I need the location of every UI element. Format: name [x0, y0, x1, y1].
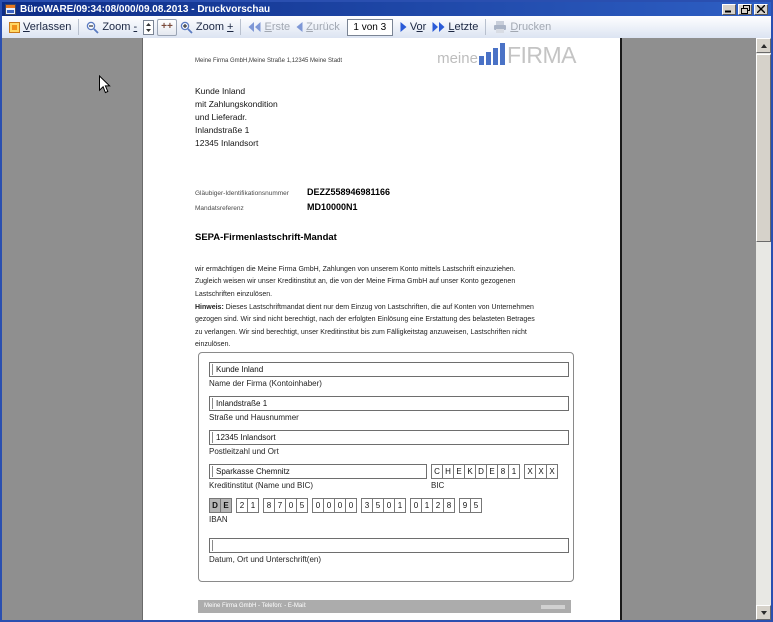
iban-cell: 5: [297, 498, 308, 513]
iban-cell: 0: [346, 498, 357, 513]
iban-cell: 7: [275, 498, 286, 513]
bank-label: Kreditinstitut (Name und BIC): [209, 481, 314, 490]
scroll-down-button[interactable]: [756, 605, 771, 620]
iban-cell: 8: [444, 498, 455, 513]
logo-word-firma: FIRMA: [506, 42, 576, 68]
iban-cell: 8: [263, 498, 275, 513]
title-bar: [2, 2, 771, 16]
mandate-form-box: [198, 352, 574, 582]
hinweis-label: Hinweis:: [195, 304, 224, 311]
next-page-icon: [400, 22, 407, 32]
paragraph-line: zu verlangen. Wir sind berechtigt, unser Kreditinstitut bis zum Fälligkeitstag anzuweisen, Lastschriften nicht: [195, 328, 527, 336]
iban-cell: 3: [361, 498, 373, 513]
iban-cell: 0: [335, 498, 346, 513]
iban-cell: 2: [236, 498, 248, 513]
cell-group: [236, 498, 259, 513]
cell-group: [459, 498, 482, 513]
bic-cell: X: [547, 464, 558, 479]
prev-page-label: Zurück: [306, 21, 340, 33]
scroll-up-button[interactable]: [756, 38, 771, 53]
cell-group: [312, 498, 357, 513]
restore-button[interactable]: [738, 4, 752, 15]
bic-label: BIC: [431, 481, 445, 490]
first-page-button[interactable]: [248, 21, 290, 33]
spinner-icon: [143, 20, 154, 35]
toolbar-separator: [78, 19, 79, 35]
print-label: Drucken: [510, 21, 552, 33]
sender-line: Meine Firma GmbH,Meine Straße 1,12345 Meine Stadt: [195, 58, 343, 64]
account-holder-label: Name der Firma (Kontoinhaber): [209, 379, 322, 388]
last-page-button[interactable]: [432, 21, 478, 33]
account-holder-field: Kunde Inland: [209, 362, 569, 377]
cell-group: [209, 498, 232, 513]
next-page-button[interactable]: [400, 21, 427, 33]
street-label: Straße und Hausnummer: [209, 413, 299, 422]
vertical-scrollbar[interactable]: [756, 38, 771, 620]
bic-cell: D: [476, 464, 487, 479]
paragraph-line: [195, 302, 555, 314]
footer-text: Meine Firma GmbH - Telefon: - E-Mail:: [204, 603, 307, 609]
paragraph-line: gezogen sind. Wir sind nicht berechtigt, nach der erfolgten Einlösung eine Erstattung des belasteten Betrages: [195, 316, 535, 324]
preview-toolbar: [2, 16, 771, 39]
zoom-in-button[interactable]: [180, 21, 234, 34]
cell-group: [431, 464, 520, 479]
iban-cell: 2: [433, 498, 444, 513]
recipient-line: und Lieferadr.: [195, 112, 247, 122]
mandate-heading: SEPA-Firmenlastschrift-Mandat: [195, 232, 337, 243]
iban-cell: 1: [395, 498, 406, 513]
paragraph-line: einzulösen.: [195, 340, 231, 348]
iban-cell: 0: [410, 498, 422, 513]
street-field: Inlandstraße 1: [209, 396, 569, 411]
mandate-intro-paragraph: [195, 264, 555, 301]
bic-cells: [431, 464, 558, 479]
preview-area: [2, 38, 771, 620]
toolbar-separator: [240, 19, 241, 35]
bic-cell: H: [443, 464, 454, 479]
bic-cell: 1: [509, 464, 520, 479]
scroll-down-icon: [761, 611, 767, 615]
print-button[interactable]: [493, 21, 551, 33]
iban-cell: 0: [286, 498, 297, 513]
zoom-out-label: Zoom -: [102, 21, 138, 33]
footer-fineprint: [541, 605, 565, 609]
bic-cell: 8: [498, 464, 509, 479]
city-label: Postleitzahl und Ort: [209, 447, 279, 456]
minimize-icon: [725, 5, 733, 13]
prev-page-button[interactable]: [296, 21, 340, 33]
exit-icon: [9, 22, 20, 33]
document-page: [142, 38, 622, 620]
mandate-hinweis-paragraph: [195, 302, 555, 351]
creditor-id-value: DEZZ558946981166: [307, 187, 391, 197]
iban-cell: 0: [384, 498, 395, 513]
mandate-ref-value: MD10000N1: [307, 202, 358, 212]
cell-group: [361, 498, 406, 513]
verlassen-button[interactable]: [9, 21, 71, 33]
close-button[interactable]: [754, 4, 768, 15]
zoom-in-icon: [180, 21, 193, 34]
close-icon: [757, 5, 765, 13]
iban-cell: 1: [248, 498, 259, 513]
page-indicator-input[interactable]: 1 von 3: [347, 19, 393, 36]
logo-bars-icon: [479, 43, 505, 65]
cell-group: [263, 498, 308, 513]
zoom-step-spinner[interactable]: [143, 20, 154, 35]
zoom-plus-plus-button[interactable]: ++: [157, 19, 177, 36]
recipient-line: 12345 Inlandsort: [195, 138, 259, 148]
bic-cell: E: [487, 464, 498, 479]
zoom-out-icon: [86, 21, 99, 34]
iban-cell: 9: [459, 498, 471, 513]
mandate-ref-label: Mandatsreferenz: [195, 205, 244, 212]
last-page-label: Letzte: [448, 21, 479, 33]
toolbar-separator: [485, 19, 486, 35]
iban-cell: D: [209, 498, 221, 513]
iban-cells: [209, 498, 482, 513]
iban-cell: 5: [471, 498, 482, 513]
iban-cell: 0: [324, 498, 335, 513]
creditor-id-label: Gläubiger-Identifikationsnummer: [195, 190, 289, 197]
verlassen-label: Verlassen: [23, 21, 72, 33]
bic-cell: X: [524, 464, 536, 479]
city-field: 12345 Inlandsort: [209, 430, 569, 445]
app-icon: [5, 4, 16, 15]
next-page-label: Vor: [409, 21, 427, 33]
recipient-line: mit Zahlungskondition: [195, 99, 278, 109]
mouse-cursor: [98, 75, 111, 100]
print-icon: [493, 21, 507, 33]
page-footer-bar: [198, 600, 571, 613]
zoom-out-button[interactable]: [86, 21, 137, 34]
signature-field: [209, 538, 569, 553]
paragraph-line-text: Dieses Lastschriftmandat dient nur dem Einzug von Lastschriften, die auf Konten von Unternehmen: [223, 304, 534, 311]
bic-cell: K: [465, 464, 476, 479]
iban-cell: E: [221, 498, 232, 513]
paragraph-line: wir ermächtigen die Meine Firma GmbH, Zahlungen von unserem Konto mittels Lastschrift einzuziehen.: [195, 266, 516, 273]
prev-page-icon: [296, 22, 303, 32]
scrollbar-thumb[interactable]: [756, 54, 771, 242]
company-logo: [437, 41, 576, 68]
minimize-button[interactable]: [722, 4, 736, 15]
bic-cell: C: [431, 464, 443, 479]
paragraph-line: Zugleich weisen wir unser Kreditinstitut an, die von der Meine Firma GmbH auf unser Konto gezogenen: [195, 278, 516, 286]
first-page-icon: [248, 22, 261, 32]
first-page-label: Erste: [264, 21, 291, 33]
restore-icon: [741, 5, 750, 14]
iban-cell: 5: [373, 498, 384, 513]
bic-cell: E: [454, 464, 465, 479]
paragraph-line: Lastschriften einzulösen.: [195, 290, 273, 298]
bic-cell: X: [536, 464, 547, 479]
bank-field: Sparkasse Chemnitz: [209, 464, 427, 479]
window-title: BüroWARE/09:34:08/000/09.08.2013 - Druckvorschau: [20, 3, 271, 15]
iban-label: IBAN: [209, 515, 228, 524]
recipient-line: Inlandstraße 1: [195, 125, 250, 135]
scroll-up-icon: [761, 44, 767, 48]
last-page-icon: [432, 22, 445, 32]
logo-word-meine: meine: [437, 50, 478, 67]
recipient-line: Kunde Inland: [195, 86, 246, 96]
cell-group: [410, 498, 455, 513]
signature-label: Datum, Ort und Unterschrift(en): [209, 555, 322, 564]
iban-cell: 0: [312, 498, 324, 513]
recipient-address-block: [195, 85, 278, 150]
iban-cell: 1: [422, 498, 433, 513]
zoom-in-label: Zoom +: [195, 21, 234, 33]
cell-group: [524, 464, 558, 479]
